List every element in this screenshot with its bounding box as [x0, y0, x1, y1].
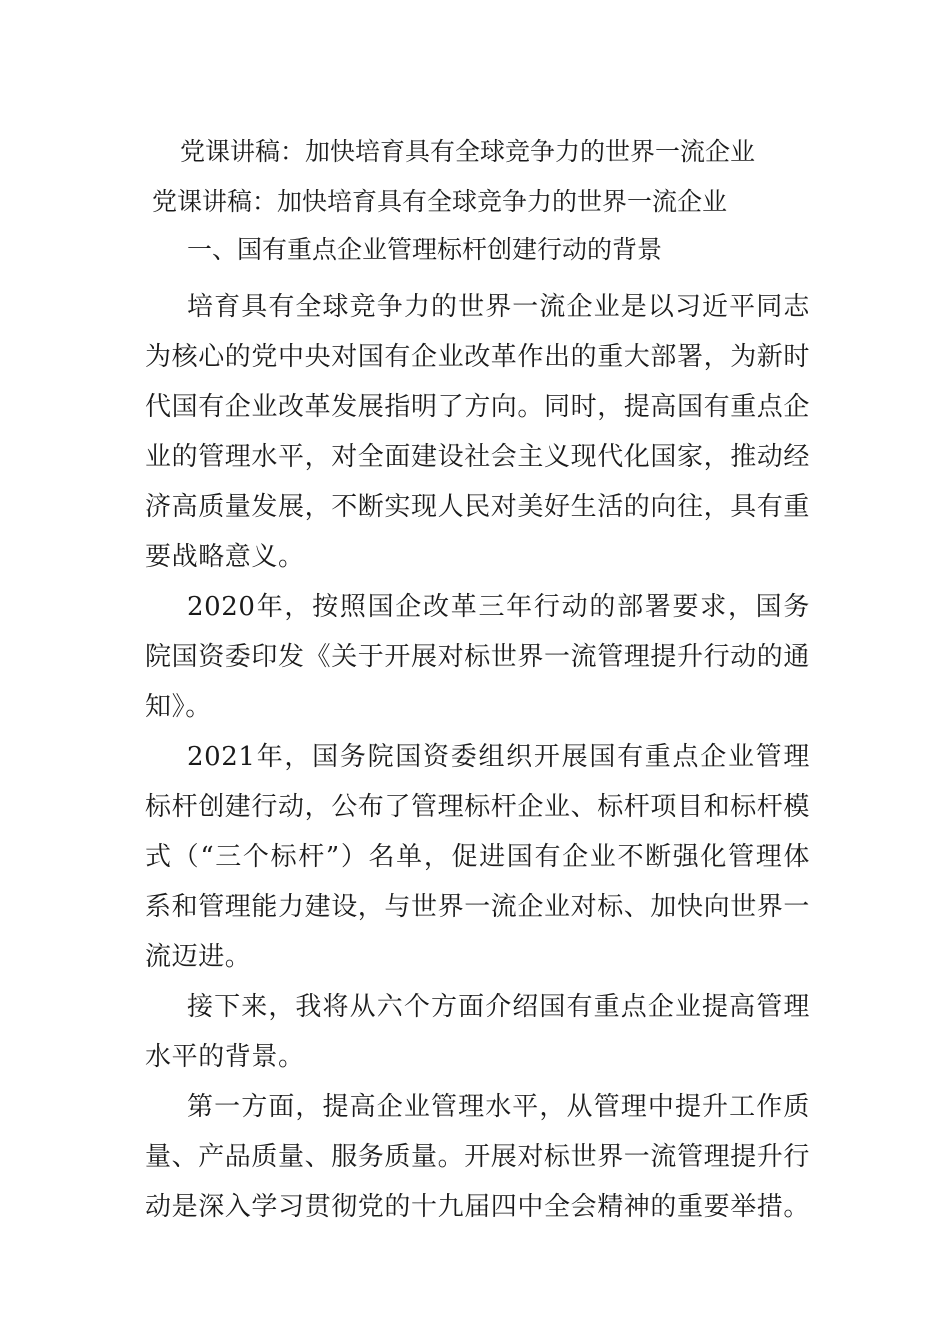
- paragraph-1: 培育具有全球竞争力的世界一流企业是以习近平同志为核心的党中央对国有企业改革作出的重大部署，为新时代国有企业改革发展指明了方向。同时，提高国有重点企业的管理水平，对全面建设社会主义现代化国家，推动经济高质量发展，不断实现人民对美好生活的向往，具有重要战略意义。: [145, 292, 811, 572]
- section-heading: 一、国有重点企业管理标杆创建行动的背景: [187, 235, 663, 264]
- paragraph-4: 接下来，我将从六个方面介绍国有重点企业提高管理水平的背景。: [145, 992, 810, 1072]
- paragraph-3: 2021年，国务院国资委组织开展国有重点企业管理标杆创建行动，公布了管理标杆企业、标杆项目和标杆模式（“三个标杆”）名单，促进国有企业不断强化管理体系和管理能力建设，与世界一流企业对标、加快向世界一流迈进。: [145, 742, 811, 972]
- paragraph-2: 2020年，按照国企改革三年行动的部署要求，国务院国资委印发《关于开展对标世界一流管理提升行动的通知》。: [145, 592, 811, 722]
- document-body: [145, 232, 810, 1232]
- document-title: 党课讲稿：加快培育具有全球竞争力的世界一流企业: [180, 137, 756, 166]
- document-subtitle: 党课讲稿：加快培育具有全球竞争力的世界一流企业: [152, 187, 728, 216]
- paragraph-5: 第一方面，提高企业管理水平，从管理中提升工作质量、产品质量、服务质量。开展对标世界一流管理提升行动是深入学习贯彻党的十九届四中全会精神的重要举措。: [145, 1092, 811, 1222]
